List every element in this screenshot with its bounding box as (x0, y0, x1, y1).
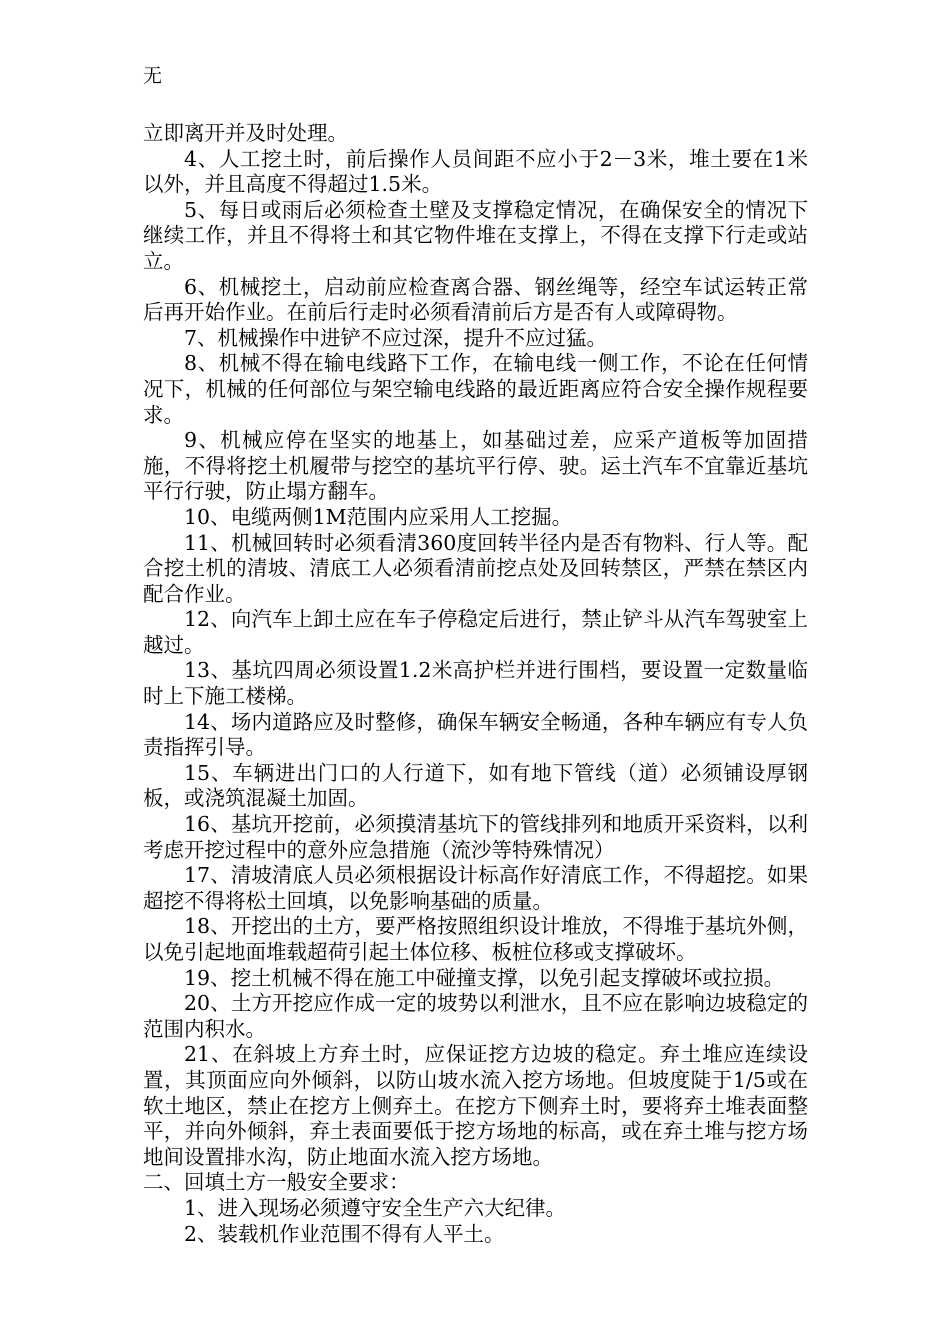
page-header: 无 (143, 65, 163, 87)
paragraph: 11、机械回转时必须看清360度回转半径内是否有物料、行人等。配合挖土机的清坡、清底工人必须看清前挖点处及回转禁区，严禁在禁区内配合作业。 (143, 530, 808, 606)
paragraph: 10、电缆两侧1M范围内应采用人工挖掘。 (184, 504, 573, 529)
paragraph: 7、机械操作中进铲不应过深，提升不应过猛。 (184, 325, 608, 350)
paragraph: 19、挖土机械不得在施工中碰撞支撑，以免引起支撑破坏或拉损。 (184, 965, 785, 990)
paragraph: 16、基坑开挖前，必须摸清基坑下的管线排列和地质开采资料，以利考虑开挖过程中的意外应急措施（流沙等特殊情况） (143, 812, 808, 862)
paragraph: 2、装载机作业范围不得有人平土。 (184, 1221, 505, 1246)
paragraph: 4、人工挖土时，前后操作人员间距不应小于2－3米，堆土要在1米以外，并且高度不得超过1.5米。 (143, 146, 808, 197)
document-body (143, 121, 808, 1247)
paragraph: 17、清坡清底人员必须根据设计标高作好清底工作，不得超挖。如果超挖不得将松土回填，以免影响基础的质量。 (143, 863, 808, 913)
paragraph: 14、场内道路应及时整修，确保车辆安全畅通，各种车辆应有专人负责指挥引导。 (143, 709, 808, 760)
paragraph: 20、土方开挖应作成一定的坡势以利泄水，且不应在影响边坡稳定的范围内积水。 (143, 991, 808, 1041)
paragraph: 21、在斜坡上方弃土时，应保证挖方边坡的稳定。弃土堆应连续设置，其顶面应向外倾斜，以防山坡水流入挖方场地。但坡度陡于1/5或在软土地区，禁止在挖方上侧弃土。在挖方下侧弃土时，要将弃土堆表面整平，并向外倾斜，弃土表面要低于挖方场地的标高，或在弃土堆与挖方场地间设置排水沟，防止地面水流入挖方场地。 (143, 1042, 808, 1169)
paragraph: 18、开挖出的土方，要严格按照组织设计堆放，不得堆于基坑外侧，以免引起地面堆载超荷引起土体位移、板桩位移或支撑破坏。 (143, 914, 808, 964)
paragraph: 13、基坑四周必须设置1.2米高护栏并进行围档，要设置一定数量临时上下施工楼梯。 (143, 658, 808, 709)
paragraph-heading: 二、回填土方一般安全要求： (143, 1170, 410, 1195)
paragraph: 8、机械不得在输电线路下工作，在输电线一侧工作，不论在任何情况下，机械的任何部位与架空输电线路的最近距离应符合安全操作规程要求。 (143, 351, 808, 427)
paragraph: 9、机械应停在坚实的地基上，如基础过差，应采产道板等加固措施，不得将挖土机履带与挖空的基坑平行停、驶。运土汽车不宜靠近基坑平行行驶，防止塌方翻车。 (143, 428, 808, 504)
paragraph: 6、机械挖土，启动前应检查离合器、钢丝绳等，经空车试运转正常后再开始作业。在前后行走时必须看清前后方是否有人或障碍物。 (143, 274, 808, 325)
paragraph-heading: 立即离开并及时处理。 (143, 121, 348, 145)
paragraph: 5、每日或雨后必须检查土壁及支撑稳定情况，在确保安全的情况下继续工作，并且不得将土和其它物件堆在支撑上，不得在支撑下行走或站立。 (143, 197, 808, 273)
paragraph: 12、向汽车上卸土应在车子停稳定后进行，禁止铲斗从汽车驾驶室上越过。 (143, 607, 808, 657)
paragraph: 1、进入现场必须遵守安全生产六大纪律。 (184, 1195, 567, 1220)
paragraph: 15、车辆进出门口的人行道下，如有地下管线（道）必须铺设厚钢板，或浇筑混凝土加固。 (143, 760, 808, 811)
